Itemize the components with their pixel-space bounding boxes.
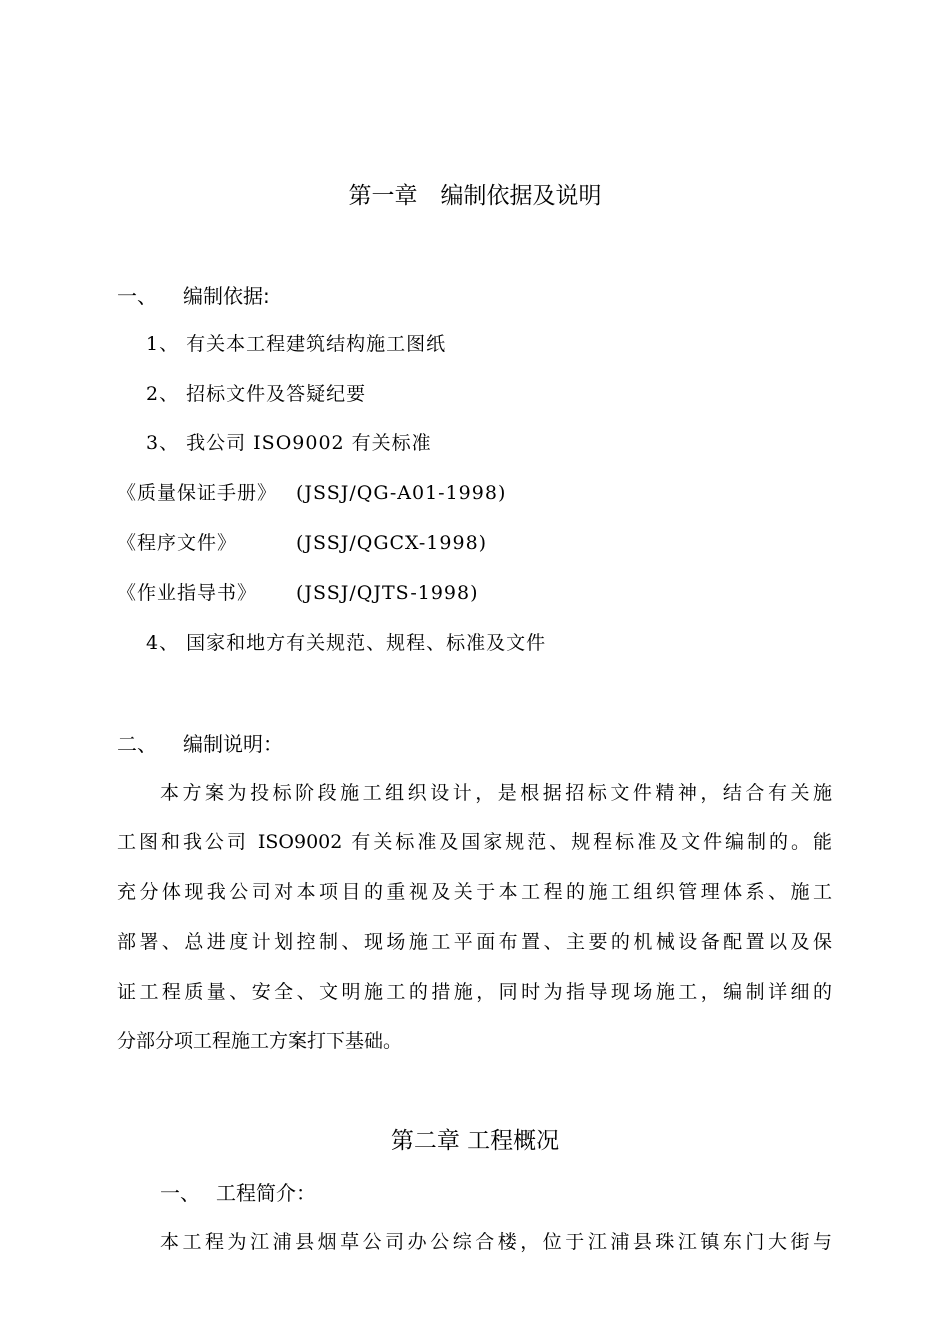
document-name: 《质量保证手册》: [117, 482, 278, 504]
document-code: (JSSJ/QG-A01-1998): [296, 482, 507, 504]
section-1-title: 编制依据:: [183, 284, 270, 308]
basis-item-2: 2、 招标文件及答疑纪要: [146, 383, 367, 405]
basis-item-1: 1、 有关本工程建筑结构施工图纸: [146, 333, 447, 355]
paragraph-line: 证工程质量、安全、文明施工的措施，同时为指导现场施工，编制详细的: [117, 981, 832, 1003]
basis-item-4: 4、 国家和地方有关规范、规程、标准及文件: [146, 632, 547, 654]
paragraph-line: 工图和我公司 ISO9002 有关标准及国家规范、规程标准及文件编制的。能: [117, 831, 832, 853]
section-1-number: 一、: [117, 284, 157, 308]
paragraph-line: 分部分项工程施工方案打下基础。: [117, 1030, 403, 1052]
document-name: 《作业指导书》: [117, 582, 258, 604]
chapter-2-section-1-title: 工程简介：: [216, 1181, 316, 1205]
chapter-1-title: 第一章 编制依据及说明: [348, 183, 602, 209]
section-2-number: 二、: [117, 732, 157, 756]
document-code: (JSSJ/QJTS-1998): [296, 582, 479, 604]
paragraph-line: 部署、总进度计划控制、现场施工平面布置、主要的机械设备配置以及保: [117, 931, 832, 953]
document-name: 《程序文件》: [117, 532, 238, 554]
chapter-2-section-1-number: 一、: [160, 1181, 200, 1205]
paragraph-line: 充分体现我公司对本项目的重视及关于本工程的施工组织管理体系、施工: [117, 881, 832, 903]
paragraph-line: 本工程为江浦县烟草公司办公综合楼，位于江浦县珠江镇东门大街与: [160, 1231, 832, 1253]
paragraph-line: 本方案为投标阶段施工组织设计，是根据招标文件精神，结合有关施: [160, 782, 832, 804]
basis-item-3: 3、 我公司 ISO9002 有关标准: [146, 432, 432, 454]
section-2-title: 编制说明：: [183, 732, 283, 756]
chapter-2-title: 第二章 工程概况: [390, 1128, 560, 1154]
document-code: (JSSJ/QGCX-1998): [296, 532, 488, 554]
